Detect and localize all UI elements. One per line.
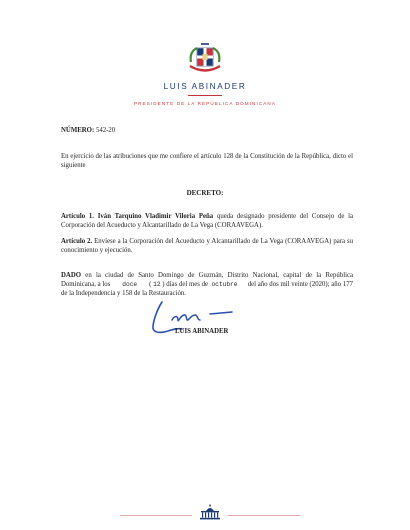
article-1-label: Artículo 1. xyxy=(61,213,94,220)
number-label: NÚMERO: xyxy=(61,127,95,134)
month-name: octubre xyxy=(211,281,238,289)
palace-icon xyxy=(199,504,221,520)
given-text-3: del año dos mil veinte (2020); año 177 de la Independencia y 158 de la Restauración. xyxy=(61,281,353,298)
day-number: 12 xyxy=(153,281,161,289)
intro-paragraph: En ejercicio de las atribuciones que me confiere el artículo 128 de la Constitución de la República, dicto el siguiente xyxy=(61,153,353,170)
day-paren-open: ( xyxy=(149,281,152,289)
footer-rule-right xyxy=(228,515,300,516)
article-1-text: queda designado presidente del Consejo de la Corporación del Acueducto y Alcantarillado de La Vega (CORAAVEGA). xyxy=(61,213,353,230)
number-value: 542-20 xyxy=(95,127,116,134)
header-name: LUIS ABINADER xyxy=(163,82,247,91)
header-title: PRESIDENTE DE LA REPÚBLICA DOMINICANA xyxy=(133,101,277,106)
given-label: DADO xyxy=(61,272,82,279)
article-2-text: Envíese a la Corporación del Acueducto y Alcantarillado de La Vega (CORAAVEGA) para su conocimiento y ejecución. xyxy=(61,238,353,255)
given-text-1: en la ciudad de Santo Domingo de Guzmán, Distrito Nacional, capital de la República Dominicana, a los xyxy=(61,272,354,289)
coat-of-arms-icon xyxy=(186,40,224,78)
given-paragraph xyxy=(61,271,353,299)
article-1-name: Iván Tarquino Vladimir Viloria Peña xyxy=(97,213,214,220)
article-2-label: Artículo 2. xyxy=(61,238,93,245)
given-text-2: ) días del mes de xyxy=(162,281,209,289)
article-2 xyxy=(61,237,353,255)
footer-rule-left xyxy=(120,515,192,516)
decree-heading: DECRETO: xyxy=(186,189,224,197)
decree-number xyxy=(61,126,353,135)
signature-name: LUIS ABINADER xyxy=(175,328,229,335)
day-word: doce xyxy=(122,281,138,289)
article-1 xyxy=(61,212,353,230)
header-divider xyxy=(188,95,222,96)
